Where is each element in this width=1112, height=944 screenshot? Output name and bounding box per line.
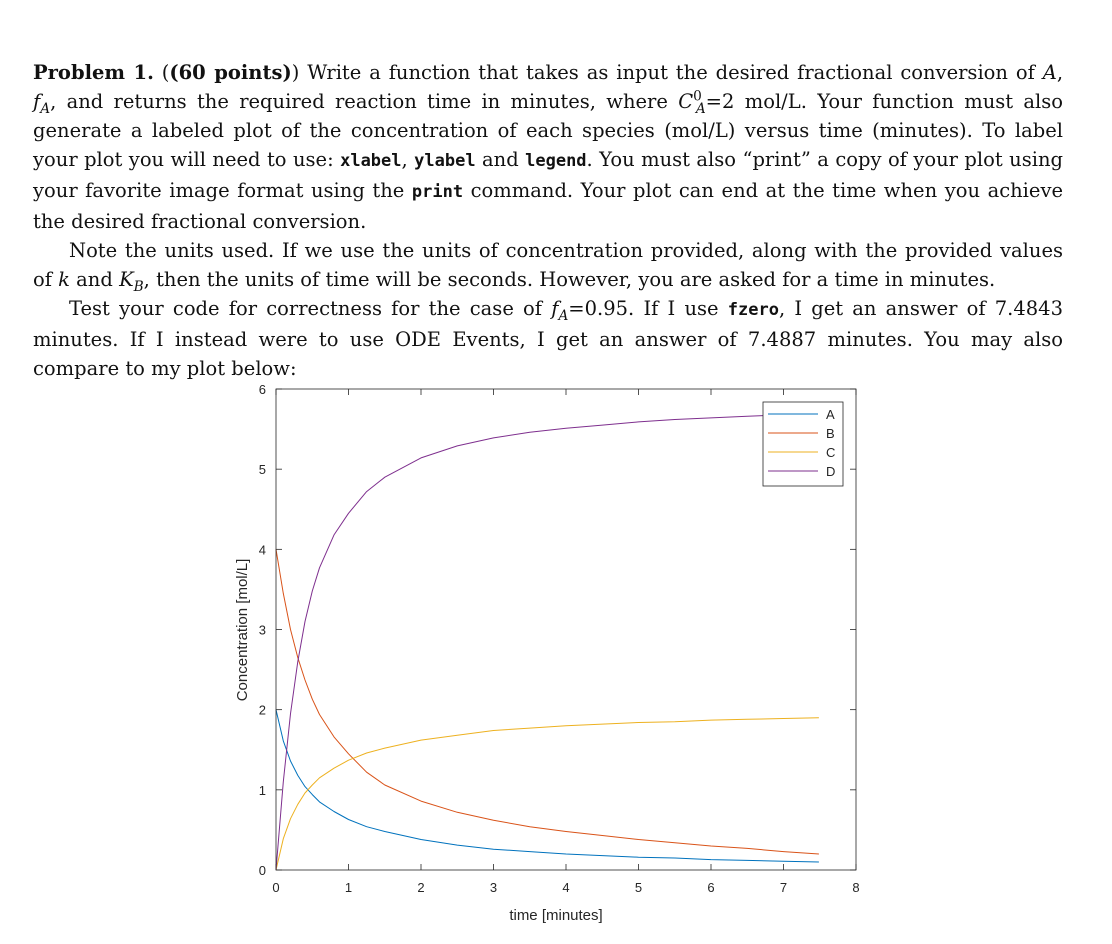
problem-paragraph-1: Problem 1. ((60 points)) Write a function that takes as input the desired fractional conversion of A, $f_A$, and returns the required reaction time in minutes, where $C^0_A=2$ mol/L. Your function must also generate a labeled plot of the concentration of each species (mol/L) versus time (minutes). To label your plot you will need to use: xlabel, ylabel and legend. You must also “print” a copy of your plot using your favorite image format using the print command. Your plot can end at the time when you achieve the desired fractional conversion. xyxy=(33,61,1064,233)
code-xlabel: xlabel xyxy=(340,151,402,171)
code-print: print xyxy=(411,182,464,202)
x-tick-label: 0 xyxy=(272,880,280,895)
x-tick-label: 7 xyxy=(779,880,788,895)
y-tick-label: 3 xyxy=(258,622,266,638)
y-tick-label: 4 xyxy=(258,542,266,558)
x-tick-label: 4 xyxy=(562,880,570,895)
legend-label-A: A xyxy=(826,407,835,422)
x-tick-label: 1 xyxy=(344,880,353,895)
x-tick-label: 6 xyxy=(707,880,715,895)
x-tick-label: 3 xyxy=(489,880,498,895)
legend-label-C: C xyxy=(826,445,836,460)
x-tick-label: 8 xyxy=(852,880,860,895)
code-ylabel: ylabel xyxy=(414,151,476,171)
problem-points: (60 points) xyxy=(169,61,292,84)
code-legend: legend xyxy=(525,151,587,171)
x-tick-label: 5 xyxy=(634,880,643,895)
y-tick-label: 0 xyxy=(258,863,266,878)
y-tick-label: 1 xyxy=(258,782,266,798)
y-tick-label: 6 xyxy=(258,382,266,397)
legend-label-B: B xyxy=(826,426,835,441)
problem-title: Problem 1. xyxy=(33,61,154,84)
problem-paragraph-3: Test your code for correctness for the case of $f_A=0.95$. If I use fzero, I get an answer of 7.4843 minutes. If I instead were to use ODE Events, I get an answer of 7.4887 minutes. You may also compare to my plot below: xyxy=(33,297,1063,380)
y-axis-label: Concentration [mol/L] xyxy=(234,558,251,702)
y-tick-label: 2 xyxy=(258,702,266,718)
x-tick-label: 2 xyxy=(417,880,425,895)
x-axis-label: time [minutes] xyxy=(509,907,603,924)
legend-label-D: D xyxy=(826,464,836,479)
code-fzero: fzero xyxy=(727,300,779,320)
y-tick-label: 5 xyxy=(258,462,266,478)
problem-paragraph-2: Note the units used. If we use the units of concentration provided, along with the provided values of k and $K_B$, then the units of time will be seconds. However, you are asked for a time in minutes. xyxy=(33,239,1063,295)
legend xyxy=(763,402,843,486)
